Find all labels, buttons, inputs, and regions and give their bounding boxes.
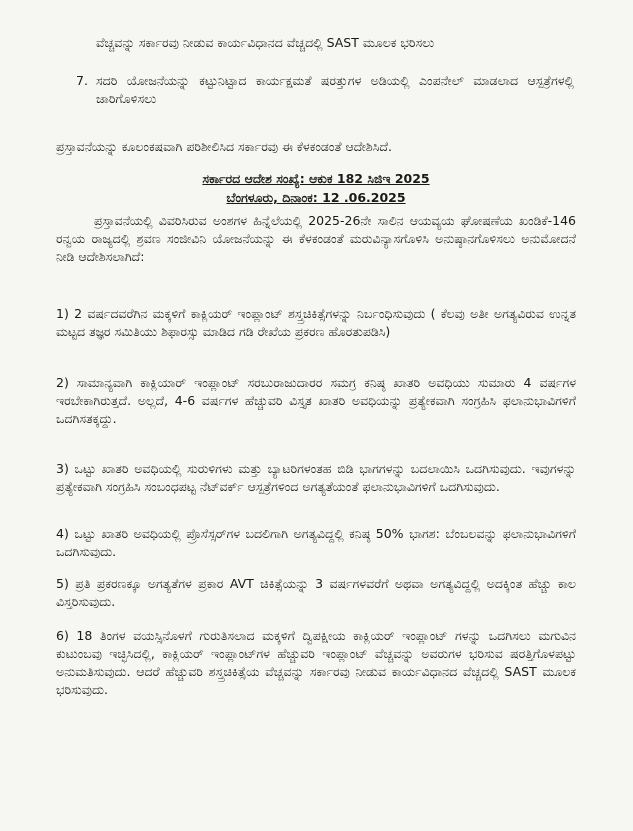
point-2: 2) ಸಾಮಾನ್ಯವಾಗಿ ಕಾಕ್ಲಿಯಾರ್ ಇಂಪ್ಲಾಂಟ್ ಸರಬುರಾಜುದಾರರ ಸಮಗ್ರ ಕನಿಷ್ಠ ಖಾತರಿ ಅವಧಿಯು ಸುಮಾರು 4 ವರ್ಷಗಳ ಇರಬೇಕಾಗಿರುತ್ತದೆ. ಅಲ್ಲದೆ, 4-6 ವರ್ಷಗಳ ಹೆಚ್ಚುವರಿ ವಿಸ್ತೃತ ಖಾತರಿ ಅವಧಿಯನ್ನು ಪ್ರತ್ಯೇಕವಾಗಿ ಸಂಗ್ರಹಿಸಿ ಫಲಾನುಭಾವಿಗಳಿಗೆ ಒದಗಿಸತಕ್ಕದ್ದು. xyxy=(56,375,576,426)
point-6: 6) 18 ತಿಂಗಳ ವಯಸ್ಸಿನೊಳಗೆ ಗುರುತಿಸಲಾದ ಮಕ್ಕಳಿಗೆ ದ್ವಿಪಕ್ಷೀಯ ಕಾಕ್ಲಿಯರ್ ಇಂಪ್ಲಾಂಟ್ ಗಳನ್ನು ಒದಗಿಸಲು ಮಗುವಿನ ಕುಟುಂಬವು ಇಚ್ಛಿಸಿದಲ್ಲಿ, ಕಾಕ್ಲಿಯರ್ ಇಂಪ್ಲಾಂಟ್‌ಗಳ ಹೆಚ್ಚುವರಿ ಇಂಪ್ಲಾಂಟ್ ವೆಚ್ಚವನ್ನು ಅವರುಗಳ ಭರಿಸುವ ಷರತ್ತಿಗೊಳಪಟ್ಟು ಅನುಮತಿಸುವುದು. ಆದರೆ ಹೆಚ್ಚುವರಿ ಶಸ್ತ್ರಚಿಕಿತ್ಸೆಯ ವೆಚ್ಚವನ್ನು ಸರ್ಕಾರವು ನೀಡುವ ಕಾರ್ಯವಿಧಾನದ ವೆಚ್ಚದಲ್ಲಿ SAST ಮೂಲಕ ಭರಿಸುವುದು. xyxy=(56,628,576,697)
list-item-number: 7. xyxy=(76,73,88,88)
list-item-7 xyxy=(76,72,574,108)
point-1: 1) 2 ವರ್ಷದವರೆಗಿನ ಮಕ್ಕಳಿಗೆ ಕಾಕ್ಲಿಯರ್ ಇಂಪ್ಲಾಂಟ್ ಶಸ್ತ್ರಚಿಕಿತ್ಸೆಗಳನ್ನು ನಿರ್ಬಂಧಿಸುವುದು ( ಕೆಲವು ಅತೀ ಅಗತ್ಯವಿರುವ ಉನ್ನತ ಮಟ್ಟದ ತಜ್ಞರ ಸಮಿತಿಯು ಶಿಫಾರಸ್ಸು ಮಾಡಿದ ಗಡಿ ರೇಖೆಯ ಪ್ರಕರಣ ಹೊರತುಪಡಿಸಿ) xyxy=(56,306,576,339)
order-date-heading: ಬೆಂಗಳೂರು, ದಿನಾಂಕ: 12 .06.2025 xyxy=(226,190,406,205)
intro-paragraph: ಪ್ರಸ್ತಾವನೆಯಲ್ಲಿ ವಿವರಿಸಿರುವ ಅಂಶಗಳ ಹಿನ್ನೆಲೆಯಲ್ಲಿ 2025-26ನೇ ಸಾಲಿನ ಆಯವ್ಯಯ ಘೋಷಣೆಯ ಖಂಡಿಕೆ-146 ರನ್ವಯ ರಾಜ್ಯದಲ್ಲಿ ಶ್ರವಣ ಸಂಜೀವಿನಿ ಯೋಜನೆಯನ್ನು ಈ ಕೆಳಕಂಡಂತೆ ಮರುವಿನ್ಯಾಸಗೊಳಿಸಿ ಅನುಷ್ಠಾನಗೊಳಿಸಲು ಅನುಮೋದನೆ ನೀಡಿ ಆದೇಶಿಸಲಾಗಿದೆ: xyxy=(56,213,576,264)
list-item-text: ಸದರಿ ಯೋಜನೆಯನ್ನು ಕಟ್ಟುನಿಟ್ಟಾದ ಕಾರ್ಯಕ್ಷಮತೆ ಷರತ್ತುಗಳ ಅಡಿಯಲ್ಲಿ ಎಂಪನೇಲ್ ಮಾಡಲಾದ ಆಸ್ಪತ್ರೆಗಳಲ್ಲಿ ಜಾರಿಗೊಳಿಸಲು xyxy=(96,73,574,106)
point-4: 4) ಒಟ್ಟು ಖಾತರಿ ಅವಧಿಯಲ್ಲಿ ಪ್ರೊಸೆಸ್ಸರ್‌ಗಳ ಬದಲಿಗಾಗಿ ಅಗತ್ಯವಿದ್ದಲ್ಲಿ ಕನಿಷ್ಠ 50% ಭಾಗಶ: ಬೆಂಬಲವನ್ನು ಫಲಾನುಭಾವಿಗಳಿಗೆ ಒದಗಿಸುವುದು. xyxy=(56,526,576,559)
review-statement: ಪ್ರಸ್ತಾವನೆಯನ್ನು ಕೂಲಂಕಷವಾಗಿ ಪರಿಶೀಲಿಸಿದ ಸರ್ಕಾರವು ಈ ಕೆಳಕಂಡಂತೆ ಆದೇಶಿಸಿದೆ. xyxy=(56,139,392,154)
order-number-heading: ಸರ್ಕಾರದ ಆದೇಶ ಸಂಖ್ಯೆ: ಆಕುಕ 182 ಸಿಜಿಇ 2025 xyxy=(202,171,430,186)
top-continuation-text: ವೆಚ್ಚವನ್ನು ಸರ್ಕಾರವು ನೀಡುವ ಕಾರ್ಯವಿಧಾನದ ವೆಚ್ಚದಲ್ಲಿ SAST ಮೂಲಕ ಭರಿಸಲು xyxy=(96,35,435,50)
point-5: 5) ಪ್ರತಿ ಪ್ರಕರಣಕ್ಕೂ ಅಗತ್ಯತೆಗಳ ಪ್ರಕಾರ AVT ಚಿಕಿತ್ಸೆಯನ್ನು 3 ವರ್ಷಗಳವರೆಗೆ ಅಥವಾ ಅಗತ್ಯವಿದ್ದಲ್ಲಿ ಅದಕ್ಕಿಂತ ಹೆಚ್ಚು ಕಾಲ ವಿಸ್ತರಿಸುವುದು. xyxy=(56,576,576,609)
point-3: 3) ಒಟ್ಟು ಖಾತರಿ ಅವಧಿಯಲ್ಲಿ ಸುರುಳಿಗಳು ಮತ್ತು ಬ್ಯಾಟರಿಗಳಂತಹ ಬಿಡಿ ಭಾಗಗಳನ್ನು ಬದಲಾಯಿಸಿ ಒದಗಿಸುವುದು. ಇವುಗಳನ್ನು ಪ್ರತ್ಯೇಕವಾಗಿ ಸಂಗ್ರಹಿಸಿ ಸಂಬಂಧಪಟ್ಟ ನೆಟ್‌ವರ್ಕ್ ಆಸ್ಪತ್ರೆಗಳಿಂದ ಅಗತ್ಯತೆಯಂತೆ ಫಲಾನುಭಾವಿಗಳಿಗೆ ಒದಗಿಸುವುದು. xyxy=(56,461,576,494)
